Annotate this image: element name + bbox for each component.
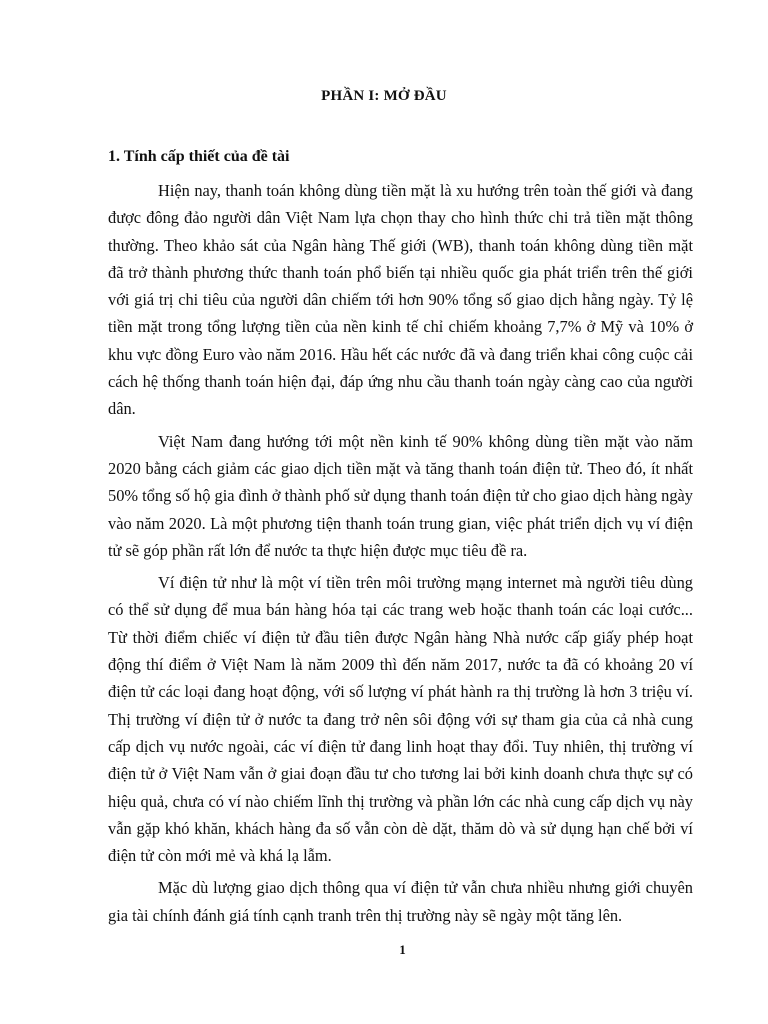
paragraph: Hiện nay, thanh toán không dùng tiền mặt là xu hướng trên toàn thế giới và đang được đông đảo người dân Việt Nam lựa chọn thay cho hình thức chi trả tiền mặt thông thường. Theo khảo sát của Ngân hàng Thế giới (WB), thanh toán không dùng tiền mặt đã trở thành phương thức thanh toán phổ biến tại nhiều quốc gia phát triển trên thế giới với giá trị chi tiêu của người dân chiếm tới hơn 90% tổng số giao dịch hằng ngày. Tỷ lệ tiền mặt trong tổng lượng tiền của nền kinh tế chỉ chiếm khoảng 7,7% ở Mỹ và 10% ở khu vực đồng Euro vào năm 2016. Hầu hết các nước đã và đang triển khai công cuộc cải cách hệ thống thanh toán hiện đại, đáp ứng nhu cầu thanh toán ngày càng cao của người dân. — [108, 181, 693, 419]
page-title: PHẦN I: MỞ ĐẦU — [321, 88, 447, 104]
page-number: 1 — [399, 942, 406, 957]
paragraph: Mặc dù lượng giao dịch thông qua ví điện tử vẫn chưa nhiều nhưng giới chuyên gia tài chính đánh giá tính cạnh tranh trên thị trường này sẽ ngày một tăng lên. — [108, 878, 693, 925]
body-text — [108, 177, 693, 934]
section-heading: 1. Tính cấp thiết của đề tài — [108, 148, 290, 165]
paragraph: Ví điện tử như là một ví tiền trên môi trường mạng internet mà người tiêu dùng có thể sử dụng để mua bán hàng hóa tại các trang web hoặc thanh toán các loại cước... Từ thời điểm chiếc ví điện tử đầu tiên được Ngân hàng Nhà nước cấp giấy phép hoạt động thí điểm ở Việt Nam là năm 2009 thì đến năm 2017, nước ta đã có khoảng 20 ví điện tử các loại đang hoạt động, với số lượng ví phát hành ra thị trường là hơn 3 triệu ví. Thị trường ví điện tử ở nước ta đang trở nên sôi động với sự tham gia của cả nhà cung cấp dịch vụ nước ngoài, các ví điện tử đang linh hoạt thay đổi. Tuy nhiên, thị trường ví điện tử ở Việt Nam vẫn ở giai đoạn đầu tư cho tương lai bởi kinh doanh chưa thực sự có hiệu quả, chưa có ví nào chiếm lĩnh thị trường và phần lớn các nhà cung cấp dịch vụ này vẫn gặp khó khăn, khách hàng đa số vẫn còn dè dặt, thăm dò và sử dụng hạn chế bởi ví điện tử còn mới mẻ và khá lạ lẫm. — [108, 573, 693, 866]
paragraph: Việt Nam đang hướng tới một nền kinh tế 90% không dùng tiền mặt vào năm 2020 bằng cách giảm các giao dịch tiền mặt và tăng thanh toán điện tử. Theo đó, ít nhất 50% tổng số hộ gia đình ở thành phố sử dụng thanh toán điện tử cho giao dịch hàng ngày vào năm 2020. Là một phương tiện thanh toán trung gian, việc phát triển dịch vụ ví điện tử sẽ góp phần rất lớn để nước ta thực hiện được mục tiêu đề ra. — [108, 431, 693, 560]
